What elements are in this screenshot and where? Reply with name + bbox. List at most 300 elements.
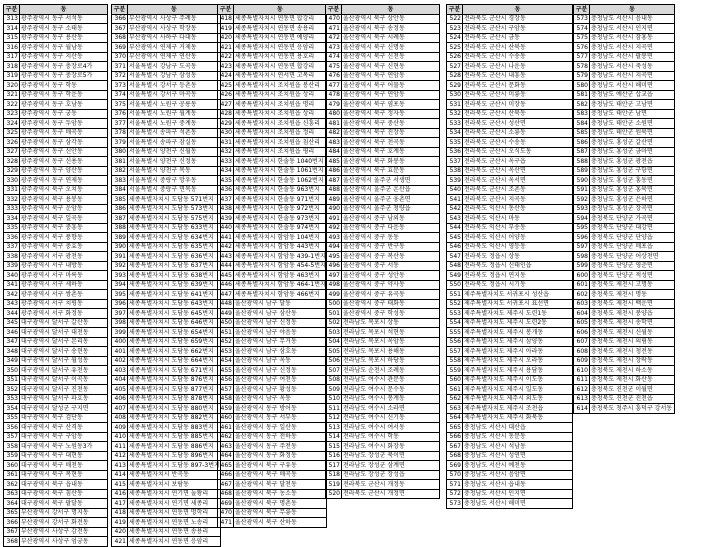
- row-number: 564: [447, 413, 463, 423]
- row-number: 371: [112, 62, 128, 72]
- table-row: [574, 385, 675, 395]
- region-name: 세종특별자치시 연동면 명학리: [128, 508, 221, 518]
- table-row: [218, 394, 327, 404]
- table-row: [447, 423, 573, 433]
- row-number: 428: [218, 109, 234, 119]
- row-number: 332: [4, 195, 20, 205]
- row-number: 389: [112, 233, 128, 243]
- row-number: 527: [447, 62, 463, 72]
- table-row: [112, 185, 221, 195]
- row-number: 315: [4, 33, 20, 43]
- row-number: 478: [326, 90, 342, 100]
- region-name: 세종특별자치시 도담동 662번지: [128, 347, 221, 357]
- region-name: 울산광역시 남구 달동: [234, 299, 327, 309]
- table-row: [447, 461, 573, 471]
- table-row: [447, 394, 573, 404]
- row-number: 343: [4, 299, 20, 309]
- region-name: 대구광역시 달서구 본리동: [20, 337, 108, 347]
- region-name: 세종특별자치시 연동면 응암리: [234, 43, 327, 53]
- row-number: 411: [112, 442, 128, 452]
- region-name: 세종특별자치시 반곡동: [128, 470, 221, 480]
- region-name: 제주특별자치도 서귀포시 성산읍: [463, 290, 573, 300]
- table-row: [326, 242, 440, 252]
- table-row: [574, 252, 675, 262]
- region-name: 세종특별자치시 도담동 876번지: [128, 375, 221, 385]
- table-row: [112, 318, 221, 328]
- region-name: 울산광역시 울주군 웅촌면: [342, 195, 440, 205]
- row-number: 313: [4, 14, 20, 24]
- table-row: [218, 489, 327, 499]
- region-name: 충청북도 단양군 가곡면: [590, 214, 675, 224]
- region-name: 울산광역시 중구 복산동: [342, 252, 440, 262]
- row-number: 477: [326, 81, 342, 91]
- region-name: 울산광역시 중구 학성동: [342, 309, 440, 319]
- row-number: 483: [326, 138, 342, 148]
- table-row: [218, 147, 327, 157]
- region-name: 전라남도 장성군 북이면: [342, 451, 440, 461]
- region-name: 충청남도 서산시 인지면: [590, 24, 675, 34]
- region-name: 충청남도 서산시 읍내동: [463, 480, 573, 490]
- row-number: 447: [218, 290, 234, 300]
- table-row: [447, 204, 573, 214]
- table-row: [112, 214, 221, 224]
- table-row: [326, 71, 440, 81]
- region-name: 세종특별자치시 조치원읍 상리: [234, 90, 327, 100]
- table-row: [218, 166, 327, 176]
- region-name: 충청남도 홍성군 갈산면: [590, 138, 675, 148]
- table-row: [112, 138, 221, 148]
- table-row: [112, 423, 221, 433]
- row-number: 320: [4, 81, 20, 91]
- region-name: 충청남도 서산시 음내동: [590, 14, 675, 24]
- row-number: 508: [326, 375, 342, 385]
- row-number: 592: [574, 195, 590, 205]
- row-number: 586: [574, 138, 590, 148]
- region-name: 전라북도 군산시 옥서면: [463, 176, 573, 186]
- region-name: 서울특별시 강남구 도곡동: [128, 62, 221, 72]
- row-number: 420: [112, 527, 128, 537]
- table-row: [112, 442, 221, 452]
- region-name: 충청북도 제천시 하소동: [590, 366, 675, 376]
- region-name: 충청북도 제천시 화산동: [590, 375, 675, 385]
- row-number: 536: [447, 147, 463, 157]
- table-row: [326, 385, 440, 395]
- row-number: 573: [447, 499, 463, 509]
- row-number: 367: [112, 24, 128, 34]
- row-number: 504: [326, 337, 342, 347]
- region-name: 서울특별시 노원구 공릉동: [128, 100, 221, 110]
- row-number: 381: [112, 157, 128, 167]
- table-row: [4, 337, 108, 347]
- row-number: 599: [574, 261, 590, 271]
- region-name: 세종특별자치시 조치원읍 명리: [234, 100, 327, 110]
- region-name: 세종특별자치시 연동면 응암리: [128, 537, 221, 547]
- region-name: 대구광역시 달서구 월성동: [20, 356, 108, 366]
- table-row: [447, 337, 573, 347]
- table-row: [112, 223, 221, 233]
- table-row: [447, 14, 573, 24]
- region-name: 부산광역시 강서구 화전동: [20, 518, 108, 528]
- region-name: 전라북도 군산시 개정동: [342, 480, 440, 490]
- region-name: 충청남도 홍성군 금마면: [590, 147, 675, 157]
- region-name: 세종특별자치시 함암동 443번지: [234, 242, 327, 252]
- region-name: 부산광역시 사하구 다대동: [128, 33, 221, 43]
- region-name: 충청북도 제천시 신월동: [590, 328, 675, 338]
- region-name: 광주광역시 동구 양산동: [20, 166, 108, 176]
- table-row: [447, 52, 573, 62]
- table-row: [218, 71, 327, 81]
- region-name: 충청북도 단양군 어상천면: [590, 252, 675, 262]
- table-row: [326, 81, 440, 91]
- region-name: 서울특별시 중랑구 면목동: [128, 185, 221, 195]
- table-row: [447, 413, 573, 423]
- region-name: 전라북도 군산시 개정면: [342, 489, 440, 499]
- row-number: 470: [326, 14, 342, 24]
- region-name: 세종특별자치시 도담동 645번지: [128, 309, 221, 319]
- table-row: [218, 157, 327, 167]
- table-row: [574, 185, 675, 195]
- table-row: [447, 147, 573, 157]
- table-row: [112, 470, 221, 480]
- table-row: [574, 90, 675, 100]
- header-dong: 동: [463, 5, 573, 15]
- region-name: 세종특별자치시 도담동 654번지: [128, 328, 221, 338]
- region-name: 충청남도 서산시 해미면: [590, 81, 675, 91]
- table-row: [218, 480, 327, 490]
- row-number: 506: [326, 356, 342, 366]
- region-name: 충청남도 태안군 원북면: [590, 128, 675, 138]
- region-name: 서울특별시 양천구 신월동: [128, 147, 221, 157]
- row-number: 384: [112, 185, 128, 195]
- row-number: 444: [218, 261, 234, 271]
- table-row: [112, 90, 221, 100]
- table-row: [447, 489, 573, 499]
- region-name: 울산광역시 중구 동동: [342, 233, 440, 243]
- table-row: [447, 328, 573, 338]
- region-name: 충청남도 홍성군 광천읍: [590, 157, 675, 167]
- region-name: 광주광역시 북구 충효동: [20, 242, 108, 252]
- region-name: 충청북도 단양군 적성면: [590, 271, 675, 281]
- region-name: 부산광역시 사상구 주례동: [128, 14, 221, 24]
- row-number: 351: [4, 375, 20, 385]
- table-row: [218, 223, 327, 233]
- region-name: 세종특별자치시 연기면 눌왕리: [128, 489, 221, 499]
- table-row: [4, 43, 108, 53]
- table-row: [326, 261, 440, 271]
- row-number: 581: [574, 90, 590, 100]
- region-name: 충청북도 단양군 영춘면: [590, 261, 675, 271]
- row-number: 419: [218, 24, 234, 34]
- header-gubun: 구분: [574, 5, 590, 15]
- region-name: 울산광역시 북구 어물동: [342, 81, 440, 91]
- header-dong: 동: [342, 5, 440, 15]
- region-table: [325, 4, 440, 499]
- table-row: [218, 33, 327, 43]
- row-number: 339: [4, 261, 20, 271]
- row-number: 378: [112, 128, 128, 138]
- row-number: 442: [218, 242, 234, 252]
- row-number: 547: [447, 252, 463, 262]
- table-row: [112, 537, 221, 547]
- row-number: 427: [218, 100, 234, 110]
- row-number: 503: [326, 328, 342, 338]
- region-name: 충청남도 서산시 석남동: [463, 442, 573, 452]
- row-number: 472: [326, 33, 342, 43]
- table-row: [574, 157, 675, 167]
- region-name: 대구광역시 달서구 유천동: [20, 366, 108, 376]
- region-name: 전라남도 여수시 신기동: [342, 413, 440, 423]
- row-number: 469: [218, 499, 234, 509]
- row-number: 538: [447, 166, 463, 176]
- table-row: [4, 14, 108, 24]
- region-name: 제주특별자치도 제주시 일도동: [463, 385, 573, 395]
- region-name: 전라북도 군산시 옥산면: [463, 166, 573, 176]
- row-number: 507: [326, 366, 342, 376]
- table-row: [326, 62, 440, 72]
- table-row: [326, 404, 440, 414]
- table-row: [574, 318, 675, 328]
- table-row: [4, 404, 108, 414]
- region-name: 전라남도 목포시 석현동: [342, 328, 440, 338]
- row-number: 452: [218, 337, 234, 347]
- row-number: 548: [447, 261, 463, 271]
- region-name: 울산광역시 울주군 서생면: [342, 176, 440, 186]
- table-row: [4, 214, 108, 224]
- region-name: 충청남도 서산시 잠홍동: [590, 33, 675, 43]
- table-row: [4, 252, 108, 262]
- row-number: 331: [4, 185, 20, 195]
- row-number: 420: [218, 33, 234, 43]
- row-number: 330: [4, 176, 20, 186]
- table-row: [447, 214, 573, 224]
- region-name: 충청남도 서산시 대산읍: [463, 423, 573, 433]
- row-number: 393: [112, 271, 128, 281]
- region-name: 울산광역시 북구 무룡동: [234, 508, 327, 518]
- row-number: 316: [4, 43, 20, 53]
- region-table: [111, 4, 221, 547]
- region-name: 전라북도 군산시 미장동: [463, 100, 573, 110]
- table-row: [447, 404, 573, 414]
- row-number: 398: [112, 318, 128, 328]
- region-name: 세종특별자치시 도담동 897-3번지: [129, 461, 220, 469]
- table-row: [112, 356, 221, 366]
- region-name: 전라남도 목포시 상동: [342, 318, 440, 328]
- row-number: 433: [218, 157, 234, 167]
- region-name: 서울특별시 강서구 마곡동: [128, 90, 221, 100]
- row-number: 534: [447, 128, 463, 138]
- row-number: 401: [112, 347, 128, 357]
- table-row: [4, 90, 108, 100]
- region-table: [217, 4, 327, 528]
- table-row: [218, 81, 327, 91]
- row-number: 525: [447, 43, 463, 53]
- row-number: 375: [112, 100, 128, 110]
- row-number: 383: [112, 176, 128, 186]
- row-number: 546: [447, 242, 463, 252]
- region-name: 울산광역시 중구 남외동: [342, 214, 440, 224]
- region-name: 전라남도 목포시 옥암동: [342, 337, 440, 347]
- row-number: 449: [218, 309, 234, 319]
- row-number: 327: [4, 147, 20, 157]
- row-number: 354: [4, 404, 20, 414]
- table-row: [112, 33, 221, 43]
- row-number: 567: [447, 442, 463, 452]
- row-number: 606: [574, 328, 590, 338]
- table-row: [218, 404, 327, 414]
- row-number: 588: [574, 157, 590, 167]
- table-row: [112, 280, 221, 290]
- row-number: 551: [447, 290, 463, 300]
- row-number: 432: [218, 147, 234, 157]
- table-row: [112, 385, 221, 395]
- region-name: 대구광역시 달서구 파호동: [20, 394, 108, 404]
- table-row: [4, 195, 108, 205]
- region-name: 울산광역시 동구 서부동: [234, 413, 327, 423]
- table-row: [112, 347, 221, 357]
- region-name: 광주광역시 서구 내방동: [20, 261, 108, 271]
- table-row: [218, 14, 327, 24]
- region-name: 울산광역시 남구 무거동: [234, 337, 327, 347]
- table-row: [326, 195, 440, 205]
- region-name: 충청남도 서산시 팔봉면: [590, 52, 675, 62]
- table-row: [112, 394, 221, 404]
- row-number: 602: [574, 290, 590, 300]
- table-row: [326, 43, 440, 53]
- table-row: [112, 24, 221, 34]
- region-name: 전라북도 군산시 구암동: [463, 24, 573, 34]
- region-name: 대구광역시 달서구 진천동: [20, 385, 108, 395]
- table-row: [326, 318, 440, 328]
- region-name: 세종특별자치시 도담동 880번지: [128, 404, 221, 414]
- table-row: [326, 223, 440, 233]
- table-row: [112, 480, 221, 490]
- region-name: 세종특별자치시 도담동 643번지: [128, 299, 221, 309]
- region-name: 전라북도 군산시 수송동: [463, 138, 573, 148]
- region-name: 전라북도 익산시 영등동: [463, 242, 573, 252]
- table-row: [4, 52, 108, 62]
- row-number: 496: [326, 261, 342, 271]
- region-name: 세종특별자치시 연동면 합강리: [234, 14, 327, 24]
- region-name: 서울특별시 송파구 잠실동: [128, 138, 221, 148]
- table-row: [218, 119, 327, 129]
- region-name: 세종특별자치시 도담동 571번지: [128, 195, 221, 205]
- table-row: [4, 119, 108, 129]
- row-number: 349: [4, 356, 20, 366]
- table-row: [218, 271, 327, 281]
- row-number: 403: [112, 366, 128, 376]
- column-block-6: [573, 4, 675, 414]
- region-name: 전라남도 여수시 소라면: [342, 404, 440, 414]
- table-row: [112, 204, 221, 214]
- table-row: [326, 451, 440, 461]
- row-number: 415: [112, 480, 128, 490]
- row-number: 533: [447, 119, 463, 129]
- table-row: [4, 394, 108, 404]
- region-name: 울산광역시 북구 중산동: [342, 119, 440, 129]
- table-row: [218, 508, 327, 518]
- row-number: 553: [447, 309, 463, 319]
- table-row: [326, 24, 440, 34]
- row-number: 448: [218, 299, 234, 309]
- row-number: 438: [218, 204, 234, 214]
- table-row: [447, 81, 573, 91]
- table-row: [4, 71, 108, 81]
- region-name: 울산광역시 북구 신천동: [342, 52, 440, 62]
- table-row: [574, 100, 675, 110]
- table-row: [447, 356, 573, 366]
- region-name: 세종특별자치시 도담동 638번지: [128, 271, 221, 281]
- region-name: 서울특별시 강남구 삼성동: [128, 71, 221, 81]
- table-row: [218, 233, 327, 243]
- region-name: 충청남도 홍성군 구항면: [590, 166, 675, 176]
- row-number: 422: [218, 52, 234, 62]
- table-row: [112, 109, 221, 119]
- table-row: [4, 375, 108, 385]
- row-number: 424: [218, 71, 234, 81]
- region-name: 울산광역시 남구 삼산동: [234, 309, 327, 319]
- region-name: 울산광역시 북구 상안동: [342, 14, 440, 24]
- region-name: 광주광역시 서구 치평동: [20, 299, 108, 309]
- row-number: 590: [574, 176, 590, 186]
- row-number: 608: [574, 347, 590, 357]
- region-name: 대구광역시 북구 산격동: [20, 423, 108, 433]
- region-name: 세종특별자치시 조치원읍 상리: [234, 109, 327, 119]
- row-number: 509: [326, 385, 342, 395]
- region-name: 광주광역시 동구 호남동: [20, 100, 108, 110]
- region-name: 세종특별자치시 도담동 883번지: [128, 423, 221, 433]
- row-number: 460: [218, 413, 234, 423]
- region-name: 울산광역시 북구 농소동: [234, 489, 327, 499]
- table-row: [574, 375, 675, 385]
- table-row: [4, 309, 108, 319]
- row-number: 446: [218, 280, 234, 290]
- region-name: 제주특별자치도 제주시 도련1동: [463, 309, 573, 319]
- row-number: 399: [112, 328, 128, 338]
- row-number: 544: [447, 223, 463, 233]
- row-number: 314: [4, 24, 20, 34]
- region-name: 서울특별시 양천구 목동: [128, 166, 221, 176]
- row-number: 561: [447, 385, 463, 395]
- header-row: [326, 5, 440, 15]
- region-name: 전라남도 여수시 학동: [342, 432, 440, 442]
- region-name: 세종특별자치시 조치원읍 봉산리: [234, 81, 327, 91]
- header-row: [4, 5, 108, 15]
- region-name: 광주광역시 동구 신용동: [20, 157, 108, 167]
- region-name: 전라북도 군산시 수송동: [463, 52, 573, 62]
- row-number: 573: [574, 14, 590, 24]
- region-name: 세종특별자치시 한솔동 971번지: [234, 195, 327, 205]
- row-number: 597: [574, 242, 590, 252]
- row-number: 468: [218, 489, 234, 499]
- region-name: 세종특별자치시 연서면 고복리: [234, 71, 327, 81]
- table-row: [447, 290, 573, 300]
- region-name: 울산광역시 북구 매곡동: [234, 470, 327, 480]
- row-number: 517: [326, 461, 342, 471]
- region-name: 충청남도 서산시 지곡면: [590, 71, 675, 81]
- table-row: [447, 33, 573, 43]
- table-row: [218, 62, 327, 72]
- region-name: 전라남도 여수시 봉계동: [342, 394, 440, 404]
- row-number: 529: [447, 81, 463, 91]
- region-name: 전라북도 군산시 성산면: [463, 119, 573, 129]
- region-name: 울산광역시 북구 호계동: [342, 147, 440, 157]
- table-row: [574, 24, 675, 34]
- row-number: 612: [574, 385, 590, 395]
- row-number: 391: [112, 252, 128, 262]
- row-number: 441: [218, 233, 234, 243]
- row-number: 388: [112, 223, 128, 233]
- row-number: 451: [218, 328, 234, 338]
